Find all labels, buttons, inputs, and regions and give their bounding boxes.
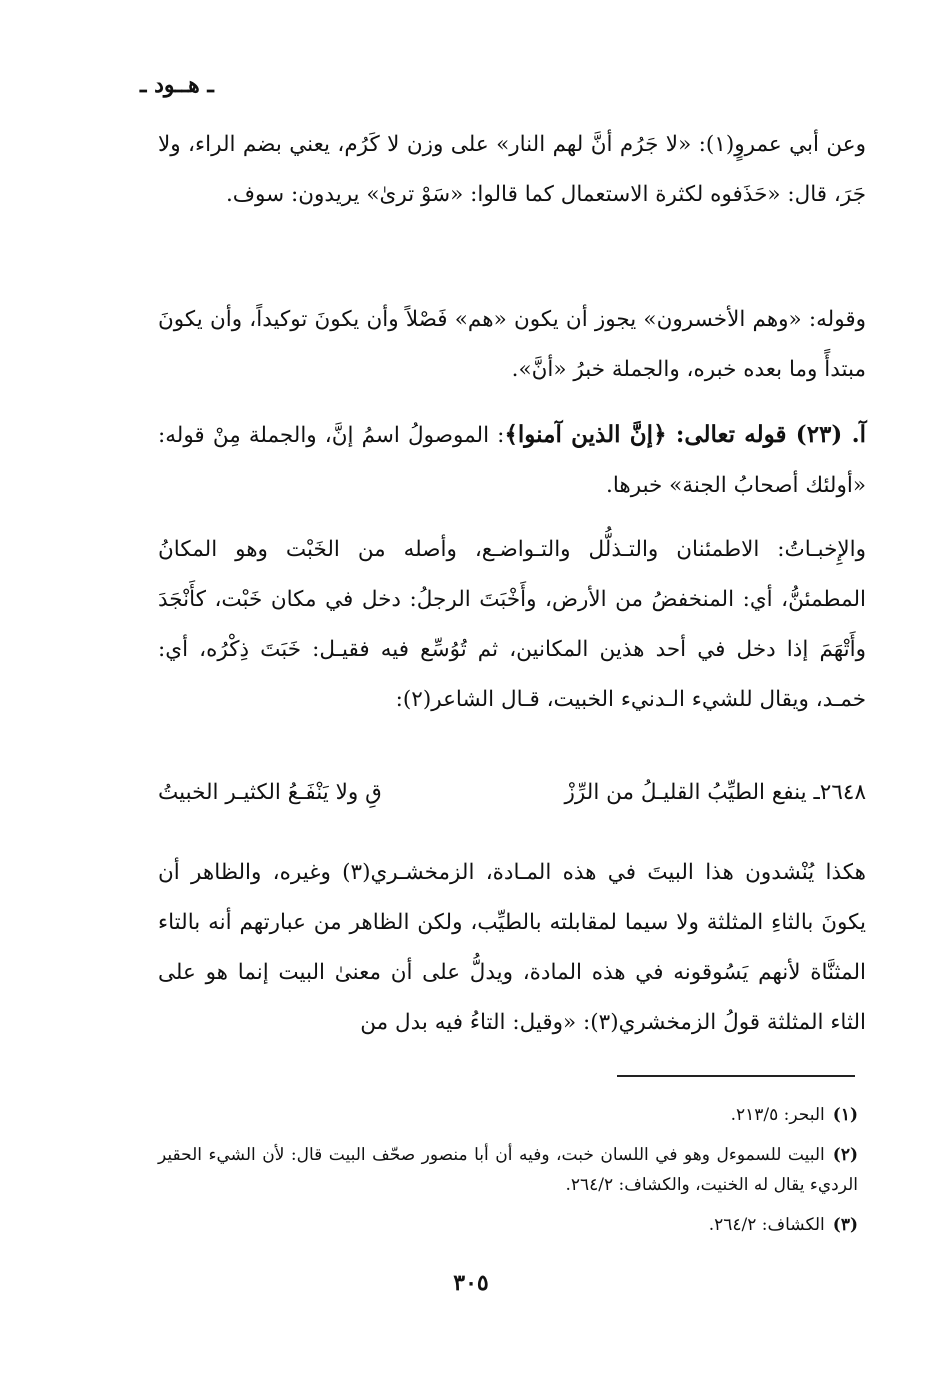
paragraph-2: وقوله: «وهم الأخسرون» يجوز أن يكون «هم» فَصْلاً وأن يكونَ توكيداً، وأن يكونَ مبتدأً وما بعده خبره، والجملة خبرُ «أنَّ». — [158, 307, 866, 382]
footnote-number: (٢) — [832, 1145, 858, 1165]
running-header: ـ هــود ـ — [140, 72, 214, 98]
footnote-text: الكشاف: ٢٦٤/٢. — [708, 1215, 825, 1235]
poem-hemistich-2: قِ ولا يَنْفَـعُ الكثيـر الخبيتُ — [158, 780, 382, 805]
footnote-text: البيت للسموءل وهو في اللسان خبت، وفيه أن أبا منصور صحّف البيت قال: لأن الشيء الحقير الرديء يقال له الخنيت، والكشاف: ٢٦٤/٢. — [158, 1145, 858, 1195]
footnote-2 — [158, 1140, 858, 1200]
footnote-1 — [158, 1100, 858, 1130]
poem-line — [158, 780, 866, 805]
footnote-number: (١) — [832, 1105, 858, 1125]
paragraph-4: هكذا يُنْشدون هذا البيتَ في هذه المـادة، الزمخشـري(٣) وغيره، والظاهر أن يكونَ بالثاءِ المثلثة ولا سيما لمقابلته بالطيِّب، ولكن الظاهر من عبارتهم أنه بالتاء المثنَّاة لأنهم يَسُوقونه في هذه المادة، ويدلُّ على أن معنىٰ البيت إنما هو على الثاء المثلثة قولُ الزمخشري(٣): «وقيل: التاءُ فيه بدل من — [158, 860, 866, 1035]
paragraph-1: وعن أبي عمروٍ(١): «لا جَرُم أنَّ لهم النار» على وزن لا كَرُم، يعني بضم الراء، ولا جَرَ، قال: «حَذَفوه لكثرة الاستعمال كما قالوا: «سَوْ ترىٰ» يريدون: سوف. — [158, 132, 866, 207]
verse-heading: آ. (٢٣) قوله تعالى: ﴿إنَّ الذين آمنوا﴾ — [504, 421, 866, 448]
verse-commentary — [158, 410, 866, 511]
footnote-text: البحر: ٢١٣/٥. — [730, 1105, 825, 1125]
footnote-number: (٣) — [832, 1215, 858, 1235]
page-number: ٣٠٥ — [453, 1270, 489, 1296]
paragraph-3: والإِخبـاتُ: الاطمئنان والتـذلُّل والتـواضـع، وأصله من الخَبْت وهو المكانُ المطمئنُّ، أي: المنخفضُ من الأرض، وأَخْبَتَ الرجلُ: دخل في مكان خَبْت، كأَنْجَدَ وأَتْهَمَ إذا دخل في أحد هذين المكانين، ثم تُوُسِّع فيه فقيـل: خَبَتَ ذِكْرُه، أي: خمـد، ويقال للشيء الـدنيء الخبيت، قـال الشاعر(٢): — [158, 537, 866, 712]
verse-commentary-text: : الموصولُ اسمُ إنَّ، والجملة مِنْ قوله: «أولئك أصحابُ الجنة» خبرها. — [158, 423, 866, 498]
poem-hemistich-1: ٢٦٤٨ـ ينفع الطيِّبُ القليـلُ من الرِّزْ — [564, 780, 866, 805]
footnote-divider — [617, 1075, 855, 1077]
footnote-3 — [158, 1210, 858, 1240]
